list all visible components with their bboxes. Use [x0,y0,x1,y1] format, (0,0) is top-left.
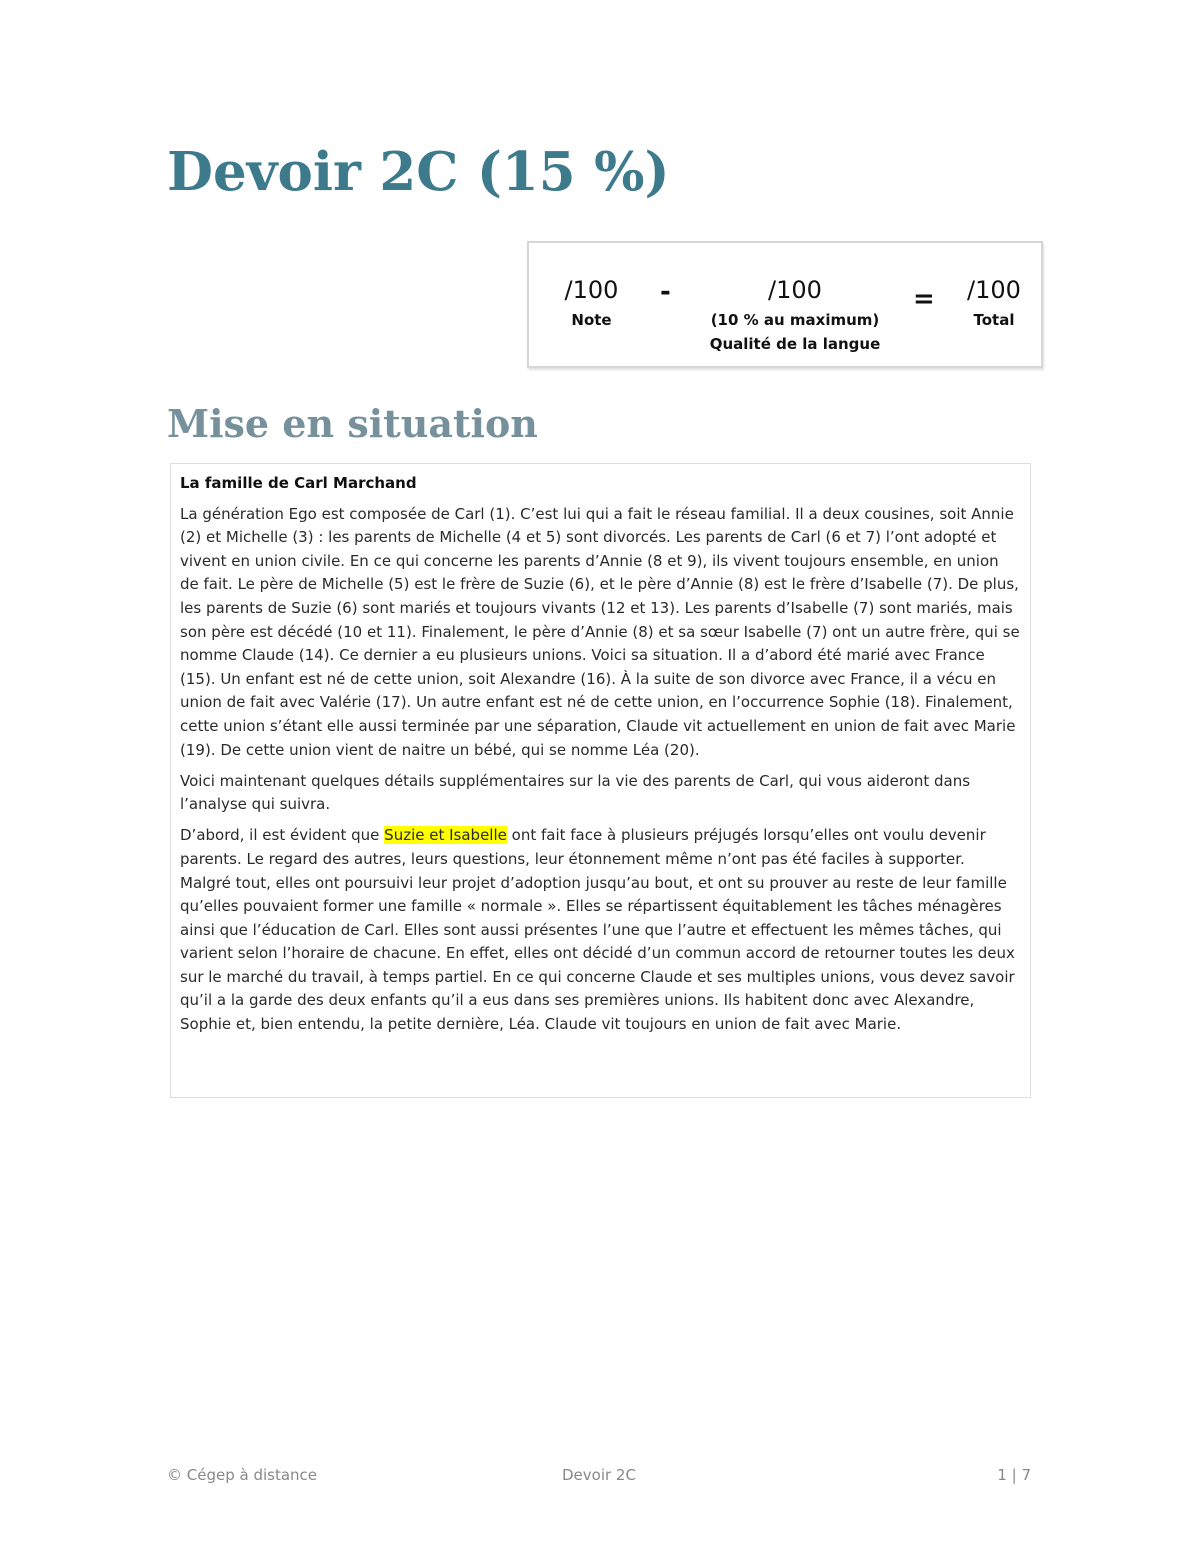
language-label: Qualité de la langue [709,335,881,353]
grade-box [527,241,1043,368]
equals-sign: = [913,284,935,314]
grade-note [534,275,649,332]
case-box [170,463,1031,1098]
case-paragraph-3 [180,824,1020,1036]
page-title: Devoir 2C (15 %) [167,141,670,203]
note-score: /100 [564,276,619,304]
footer-page-number: 1 | 7 [997,1466,1031,1484]
case-paragraph-2: Voici maintenant quelques détails supplémentaires sur la vie des parents de Carl, qui vous aideront dans l’analyse qui suivra. [180,771,971,814]
section-title: Mise en situation [167,401,538,446]
case-title: La famille de Carl Marchand [180,474,417,492]
p3-after: ont fait face à plusieurs préjugés lorsqu’elles ont voulu devenir parents. Le regard des autres, leurs questions, leur étonnement même n’ont pas été faciles à supporter. Malgré tout, elles ont poursuivi leur projet d’adoption jusqu’au bout, et ont su prouver au reste de leur famille qu’elles pouvaient former une famille « normale ». Elles se répartissent équitablement les tâches ménagères ainsi que l’éducation de Carl. Elles sont aussi présentes l’une que l’autre et effectuent les mêmes tâches, qui varient selon l’horaire de chacune. En effet, elles ont décidé d’un commun accord de retourner toutes les deux sur le marché du travail, à temps partiel. En ce qui concerne Claude et ses multiples unions, vous devez savoir qu’il a la garde des deux enfants qu’il a eus dans ses premières unions. Ils habitent donc avec Alexandre, Sophie et, bien entendu, la petite dernière, Léa. Claude vit toujours en union de fait avec Marie. [180,826,1015,1034]
total-label: Total [973,311,1015,329]
language-label-max: (10 % au maximum) [710,311,880,329]
minus-sign: - [660,277,671,307]
language-score: /100 [768,276,822,304]
highlighted-text: Suzie et Isabelle [384,826,507,845]
total-score: /100 [967,276,1021,304]
footer-doc-title: Devoir 2C [562,1466,636,1484]
grade-total [947,275,1041,332]
p3-before: D’abord, il est évident que [180,826,385,845]
note-label: Note [571,311,612,329]
footer-copyright: © Cégep à distance [167,1466,318,1484]
case-paragraph-1: La génération Ego est composée de Carl (1). C’est lui qui a fait le réseau familial. Il a deux cousines, soit Annie (2) et Michelle (3) : les parents de Michelle (4 et 5) sont divorcés. Les parents de Carl (6 et 7) l’ont adopté et vivent en union civile. En ce qui concerne les parents d’Annie (8 et 9), ils vivent toujours ensemble, en union de fait. Le père de Michelle (5) est le frère de Suzie (6), et le père d’Annie (8) est le frère d’Isabelle (7). De plus, les parents de Suzie (6) sont mariés et toujours vivants (12 et 13). Les parents d’Isabelle (7) sont mariés, mais son père est décédé (10 et 11). Finalement, le père d’Annie (8) et sa sœur Isabelle (7) ont un autre frère, qui se nomme Claude (14). Ce dernier a eu plusieurs unions. Voici sa situation. Il a d’abord été marié avec France (15). Un enfant est né de cette union, soit Alexandre (16). À la suite de son divorce avec France, il a vécu en union de fait avec Valérie (17). Un autre enfant est né de cette union, en l’occurrence Sophie (18). Finalement, cette union s’étant elle aussi terminée par une séparation, Claude vit actuellement en union de fait avec Marie (19). De cette union vient de naitre un bébé, qui se nomme Léa (20). [180,504,1020,759]
grade-language [689,275,901,356]
